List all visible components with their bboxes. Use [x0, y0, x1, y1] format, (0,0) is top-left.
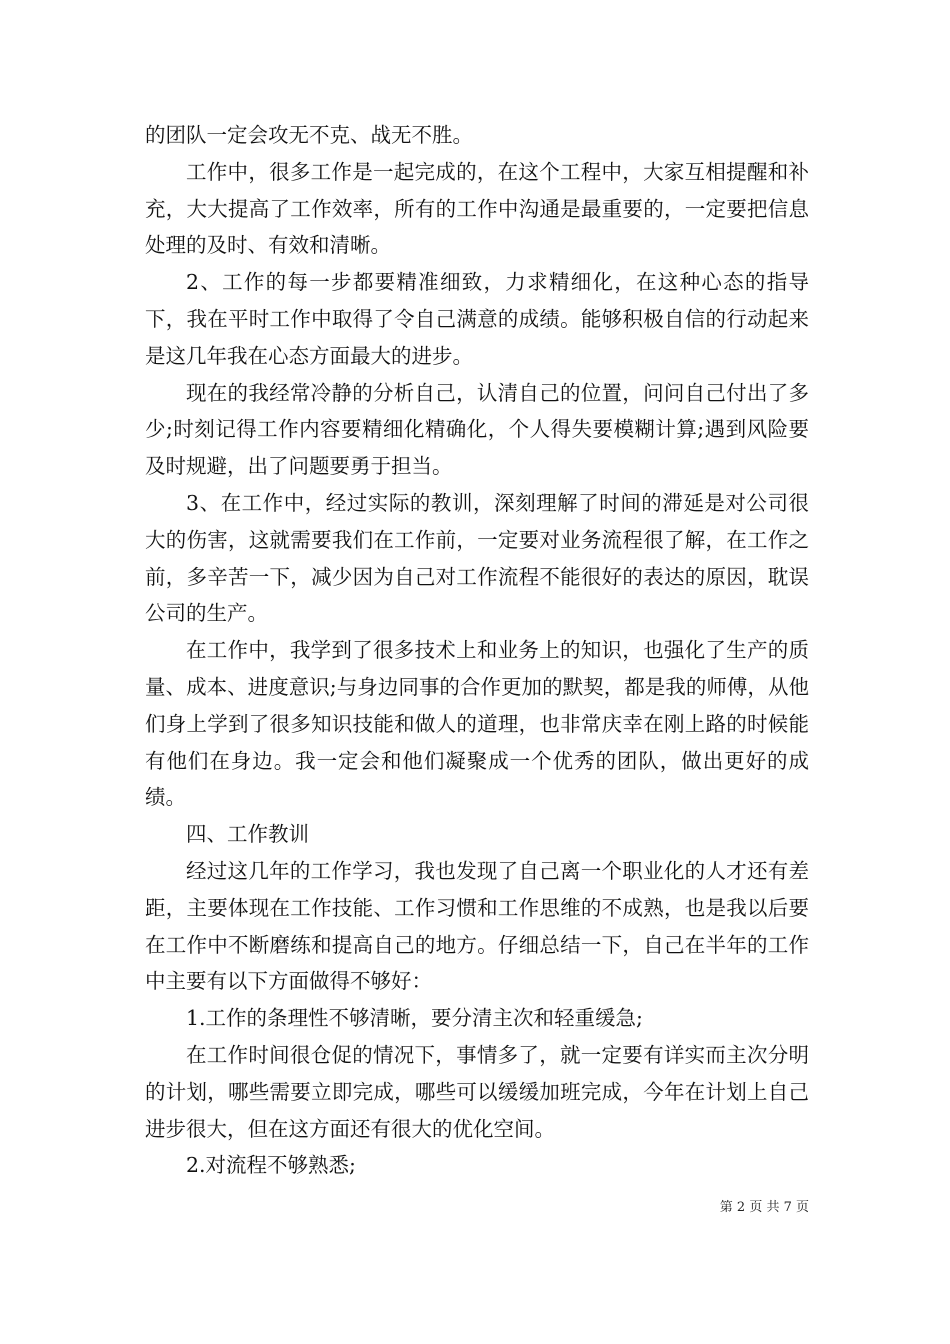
- paragraph-learning: 在工作中，我学到了很多技术上和业务上的知识，也强化了生产的质量、成本、进度意识;与身边同事的合作更加的默契，都是我的师傅，从他们身上学到了很多知识技能和做人的道理，也非常庆幸在刚上路的时候能有他们在身边。我一定会和他们凝聚成一个优秀的团队，做出更好的成绩。: [145, 638, 809, 810]
- list-item-1: 1.工作的条理性不够清晰，要分清主次和轻重缓急;: [186, 1006, 643, 1031]
- section-heading-lessons: 四、工作教训: [186, 822, 309, 847]
- paragraph-point-2: 2、工作的每一步都要精准细致，力求精细化，在这种心态的指导下，我在平时工作中取得了令自己满意的成绩。能够积极自信的行动起来是这几年我在心态方面最大的进步。: [145, 270, 809, 368]
- list-item-2: 2.对流程不够熟悉;: [186, 1153, 356, 1178]
- paragraph-teamwork: 工作中，很多工作是一起完成的，在这个工程中，大家互相提醒和补充，大大提高了工作效率，所有的工作中沟通是最重要的，一定要把信息处理的及时、有效和清晰。: [145, 159, 809, 258]
- paragraph-point-3: 3、在工作中，经过实际的教训，深刻理解了时间的滞延是对公司很大的伤害，这就需要我们在工作前，一定要对业务流程很了解，在工作之前，多辛苦一下，减少因为自己对工作流程不能很好的表达的原因，耽误公司的生产。: [145, 490, 809, 626]
- paragraph-planning: 在工作时间很仓促的情况下，事情多了，就一定要有详实而主次分明的计划，哪些需要立即完成，哪些可以缓缓加班完成，今年在计划上自己进步很大，但在这方面还有很大的优化空间。: [145, 1042, 809, 1141]
- paragraph-continuation: 的团队一定会攻无不克、战无不胜。: [145, 123, 473, 147]
- paragraph-lessons-intro: 经过这几年的工作学习，我也发现了自己离一个职业化的人才还有差距，主要体现在工作技能、工作习惯和工作思维的不成熟，也是我以后要在工作中不断磨练和提高自己的地方。仔细总结一下，自己在半年的工作中主要有以下方面做得不够好：: [145, 858, 809, 994]
- document-body: [145, 117, 809, 1184]
- paragraph-self-analysis: 现在的我经常冷静的分析自己，认清自己的位置，问问自己付出了多少;时刻记得工作内容要精细化精确化，个人得失要模糊计算;遇到风险要及时规避，出了问题要勇于担当。: [145, 380, 809, 479]
- page-number-footer: 第 2 页 共 7 页: [719, 1200, 809, 1215]
